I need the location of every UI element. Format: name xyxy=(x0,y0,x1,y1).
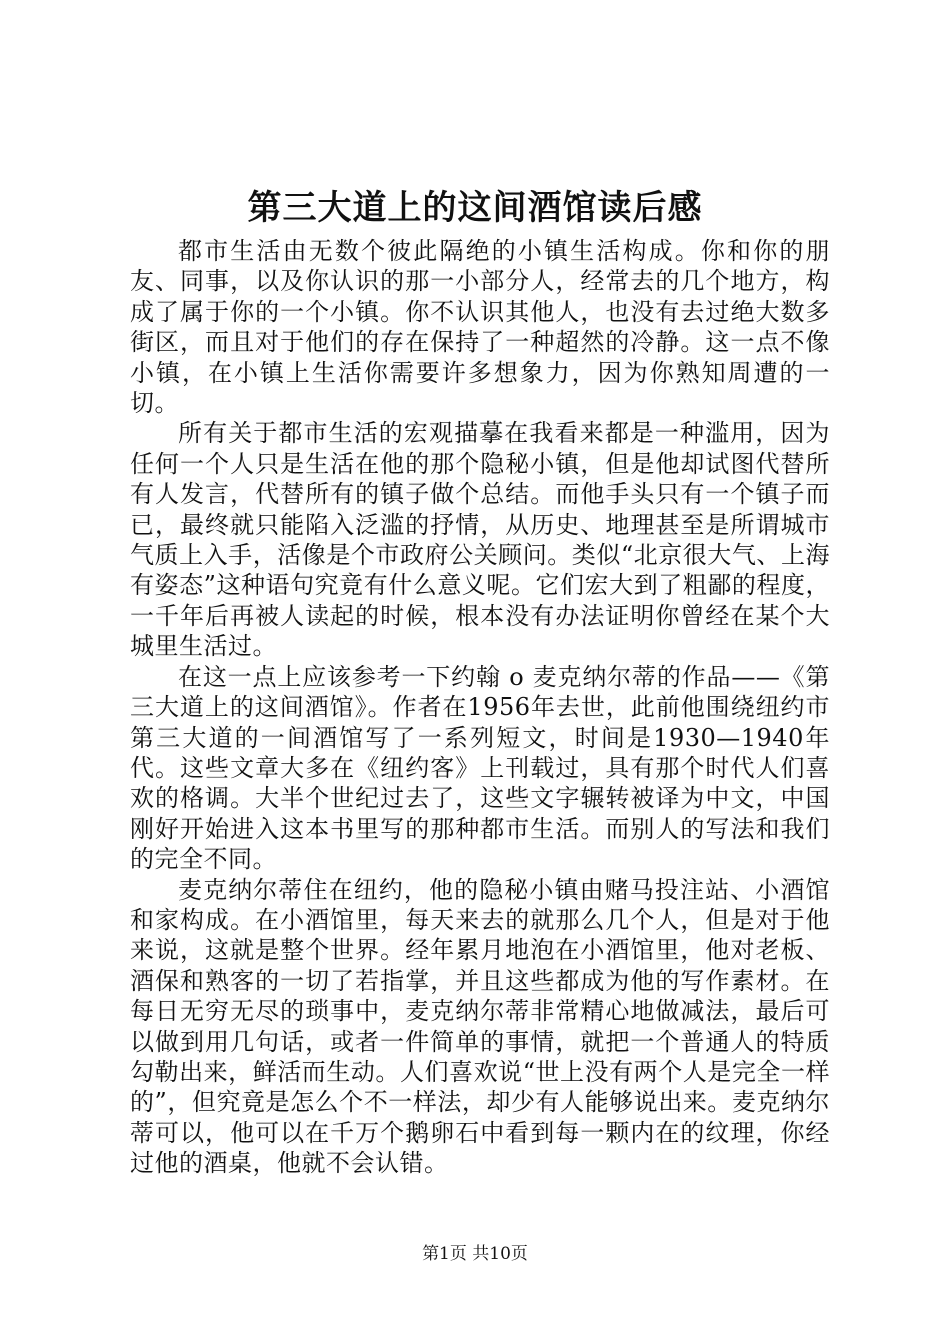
paragraph-2: 所有关于都市生活的宏观描摹在我看来都是一种滥用，因为任何一个人只是生活在他的那个隐秘小镇，但是他却试图代替所有人发言，代替所有的镇子做个总结。而他手头只有一个镇子而已，最终就只能陷入泛滥的抒情，从历史、地理甚至是所谓城市气质上入手，活像是个市政府公关顾问。类似“北京很大气、上海有姿态”这种语句究竟有什么意义呢。它们宏大到了粗鄙的程度，一千年后再被人读起的时候，根本没有办法证明你曾经在某个大城里生活过。 xyxy=(130,419,830,661)
paragraph-3: 在这一点上应该参考一下约翰 o 麦克纳尔蒂的作品——《第三大道上的这间酒馆》。作者在1956年去世，此前他围绕纽约市第三大道的一间酒馆写了一系列短文，时间是1930—1940年代。这些文章大多在《纽约客》上刊载过，具有那个时代人们喜欢的格调。大半个世纪过去了，这些文字辗转被译为中文，中国刚好开始进入这本书里写的那种都市生活。而别人的写法和我们的完全不同。 xyxy=(130,662,830,874)
paragraph-4: 麦克纳尔蒂住在纽约，他的隐秘小镇由赌马投注站、小酒馆和家构成。在小酒馆里，每天来去的就那么几个人，但是对于他来说，这就是整个世界。经年累月地泡在小酒馆里，他对老板、酒保和熟客的一切了若指掌，并且这些都成为他的写作素材。在每日无穷无尽的琐事中，麦克纳尔蒂非常精心地做减法，最后可以做到用几句话，或者一件简单的事情，就把一个普通人的特质勾勒出来，鲜活而生动。人们喜欢说“世上没有两个人是完全一样的”，但究竟是怎么个不一样法，却少有人能够说出来。麦克纳尔蒂可以，他可以在千万个鹅卵石中看到每一颗内在的纹理，你经过他的酒桌，他就不会认错。 xyxy=(130,875,830,1178)
page-number-footer: 第1页 共10页 xyxy=(422,1244,528,1264)
document-title: 第三大道上的这间酒馆读后感 xyxy=(247,188,703,228)
document-body xyxy=(130,236,830,1179)
paragraph-1: 都市生活由无数个彼此隔绝的小镇生活构成。你和你的朋友、同事，以及你认识的那一小部分人，经常去的几个地方，构成了属于你的一个小镇。你不认识其他人，也没有去过绝大数多街区，而且对于他们的存在保持了一种超然的冷静。这一点不像小镇，在小镇上生活你需要许多想象力，因为你熟知周遭的一切。 xyxy=(130,237,830,418)
